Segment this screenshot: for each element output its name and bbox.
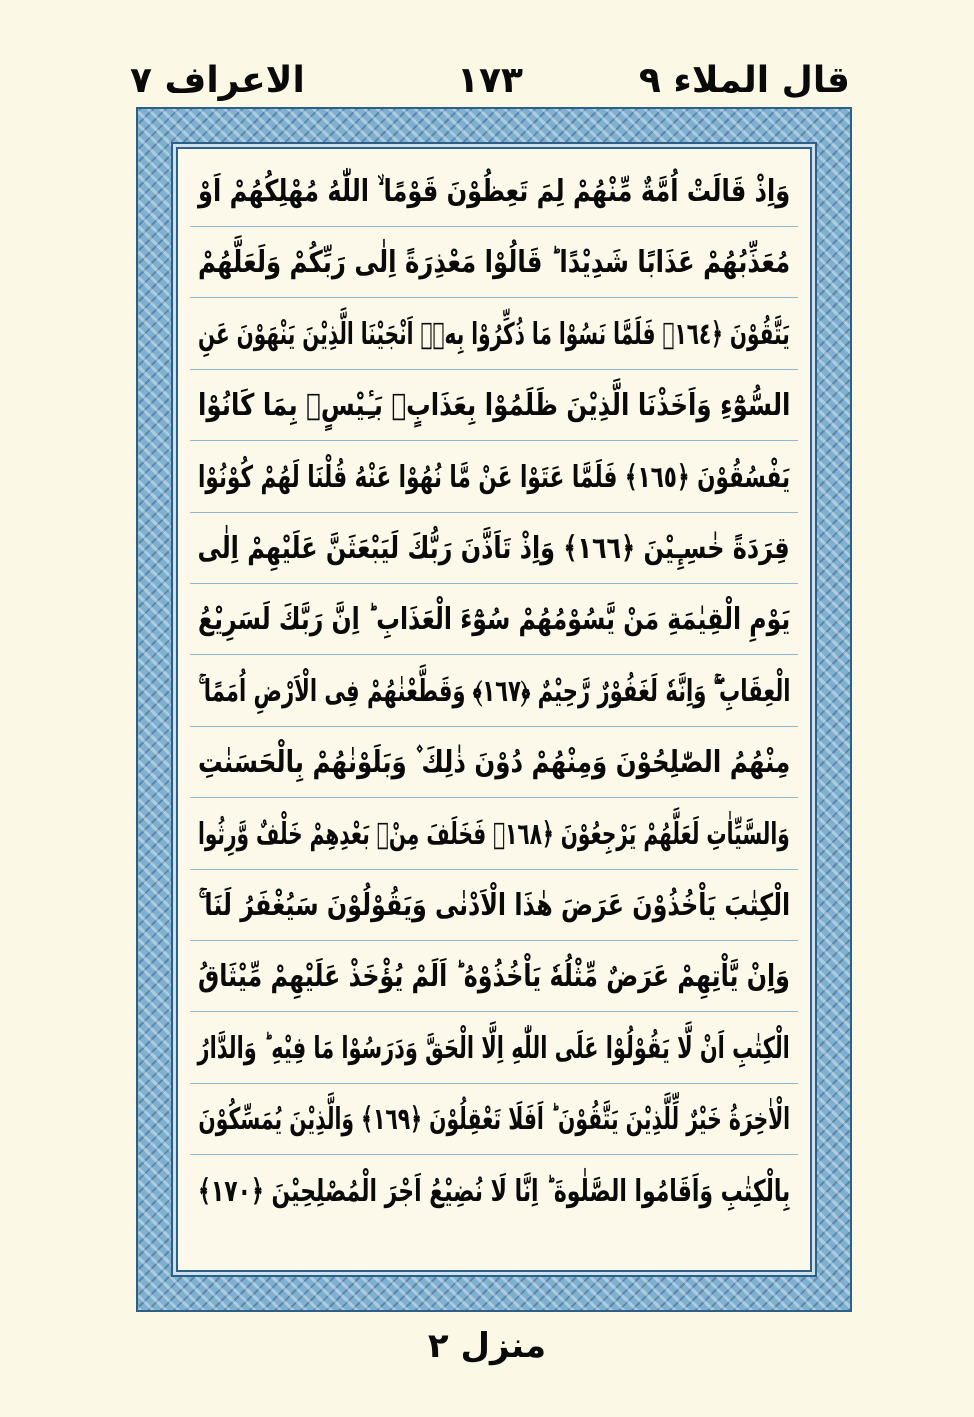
verse-line-text: الْاٰخِرَةُ خَيْرٌ لِّلَّذِيْنَ يَتَّقُوْنَ ؕ اَفَلَا تَعْقِلُوْنَ ﴿١٦٩﴾ وَالَّذِيْنَ يُمَسِّكُوْنَ (198, 1102, 790, 1138)
verse-line (190, 657, 798, 727)
verse-line-text: بِالْكِتٰبِ وَاَقَامُوا الصَّلٰوةَ ؕ اِنَّا لَا نُضِيْعُ اَجْرَ الْمُصْلِحِيْنَ ﴿١٧٠﴾ (197, 1174, 791, 1210)
verse-line-text: السُّوْٓءِ وَاَخَذْنَا الَّذِيْنَ ظَلَمُوْا بِعَذَابٍۭ بَـِٔيْسٍۭ بِمَا كَانُوْا (197, 388, 791, 424)
page-number: ١٧٣ (457, 60, 523, 101)
verse-line-text: مِنْهُمُ الصّٰلِحُوْنَ وَمِنْهُمْ دُوْنَ ذٰلِكَ ۫ وَبَلَوْنٰهُمْ بِالْحَسَنٰتِ (197, 745, 791, 781)
text-panel (176, 147, 812, 1272)
verse-line (190, 800, 798, 870)
verse-line (190, 157, 798, 227)
verse-line-text: الْكِتٰبِ اَنْ لَّا يَقُوْلُوْا عَلَى اللّٰهِ اِلَّا الْحَقَّ وَدَرَسُوْا مَا فِيْهِ ؕ وَالدَّارُ (197, 1030, 791, 1066)
verse-line (190, 871, 798, 941)
verse-line (190, 585, 798, 655)
ornamental-border (136, 107, 852, 1312)
verse-line (190, 1085, 798, 1155)
juz-name: قال الملاء ٩ (638, 60, 850, 101)
page-header (130, 55, 850, 107)
surah-name: الاعراف ٧ (130, 60, 305, 101)
verse-line-text: الْكِتٰبَ يَاْخُذُوْنَ عَرَضَ هٰذَا الْاَدْنٰى وَيَقُوْلُوْنَ سَيُغْفَرُ لَنَا ۚ (198, 888, 790, 923)
verse-line-text: مُعَذِّبُهُمْ عَذَابًا شَدِيْدًا ؕ قَالُوْا مَعْذِرَةً اِلٰى رَبِّكُمْ وَلَعَلَّهُمْ (197, 245, 791, 281)
verse-line-text: يَوْمِ الْقِيٰمَةِ مَنْ يَّسُوْمُهُمْ سُوْٓءَ الْعَذَابِ ؕ اِنَّ رَبَّكَ لَسَرِيْعُ (197, 602, 791, 638)
verse-line (190, 1157, 798, 1227)
manzil-label: منزل ٢ (427, 1326, 547, 1366)
verse-line-text: الْعِقَابِ ۖۚ وَاِنَّهٗ لَغَفُوْرٌ رَّحِيْمٌ ﴿١٦٧﴾ وَقَطَّعْنٰهُمْ فِى الْاَرْضِ اُمَمًا ۚ (198, 673, 790, 709)
verse-line-text: وَاِذْ قَالَتْ اُمَّةٌ مِّنْهُمْ لِمَ تَعِظُوْنَ قَوْمًا ۙ اللّٰهُ مُهْلِكُهُمْ اَوْ (197, 174, 791, 209)
verse-line-text: قِرَدَةً خٰسِـِٕيْنَ ﴿١٦٦﴾ وَاِذْ تَاَذَّنَ رَبُّكَ لَيَبْعَثَنَّ عَلَيْهِمْ اِلٰى (197, 531, 791, 566)
verse-line-text: يَتَّقُوْنَ ﴿١٦٤﴾ فَلَمَّا نَسُوْا مَا ذُكِّرُوْا بِهٖۤ اَنْجَيْنَا الَّذِيْنَ يَنْهَوْنَ عَنِ (198, 316, 790, 352)
verse-line (190, 300, 798, 370)
verse-lines (178, 149, 810, 1270)
verse-line-text: وَاِنْ يَّاْتِهِمْ عَرَضٌ مِّثْلُهٗ يَاْخُذُوْهُ ؕ اَلَمْ يُؤْخَذْ عَلَيْهِمْ مِّيْثَاقُ (198, 959, 790, 995)
verse-line (190, 728, 798, 798)
verse-line-text: وَالسَّيِّاٰتِ لَعَلَّهُمْ يَرْجِعُوْنَ ﴿١٦٨﴾ فَخَلَفَ مِنْۢ بَعْدِهِمْ خَلْفٌ وَّرِثُوا (198, 816, 790, 852)
verse-line (190, 942, 798, 1012)
verse-line (190, 514, 798, 584)
verse-line (190, 228, 798, 298)
verse-line (190, 371, 798, 441)
verse-line (190, 1014, 798, 1084)
verse-line-text: يَفْسُقُوْنَ ﴿١٦٥﴾ فَلَمَّا عَتَوْا عَنْ مَّا نُهُوْا عَنْهُ قُلْنَا لَهُمْ كُوْنُوْا (197, 459, 791, 495)
verse-line (190, 443, 798, 513)
